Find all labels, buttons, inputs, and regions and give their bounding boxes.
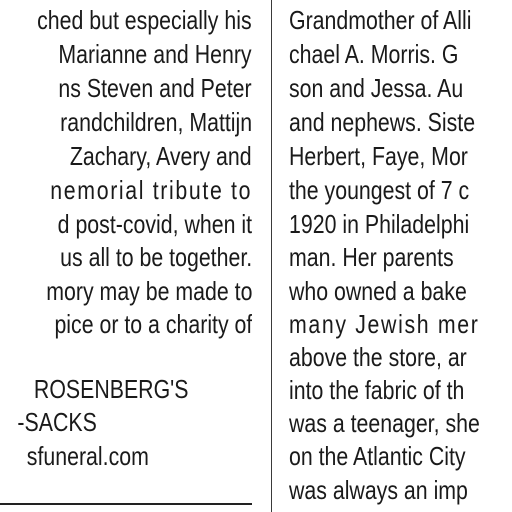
text-line: above the store, ar [289,342,467,372]
text-line: Marianne and Henry [58,39,252,69]
funeral-home-name: ROSENBERG'S [33,374,189,404]
text-line: us all to be together. [59,242,252,272]
text-line: randchildren, Mattijn [60,107,252,137]
text-line: Grandmother of Alli [289,5,472,35]
text-line: was always an imp [289,475,468,505]
text-line: the youngest of 7 c [289,175,470,205]
text-line: and nephews. Siste [289,107,476,137]
text-line: many Jewish mer [289,309,480,339]
left-column [0,0,252,512]
text-line: son and Jessa. Au [289,73,464,103]
column-divider [271,0,272,512]
text-line: d post-covid, when it [57,209,252,239]
text-line: on the Atlantic City [289,441,466,471]
text-line: into the fabric of th [289,375,465,405]
text-line: pice or to a charity of [54,309,252,339]
text-line: nemorial tribute to [50,175,252,205]
right-column [289,0,512,512]
text-line: Herbert, Faye, Mor [289,141,468,171]
text-line: ched but especially his [37,5,252,35]
text-line: who owned a bake [289,276,467,306]
text-line: man. Her parents [289,242,454,272]
text-line: 1920 in Philadelphi [289,209,470,239]
text-line: mory may be made to [45,276,252,306]
section-rule [0,503,252,505]
funeral-home-name-suffix: -SACKS [17,407,97,437]
text-line: ns Steven and Peter [58,73,252,103]
text-line: chael A. Morris. G [289,39,459,69]
text-line: Zachary, Avery and [70,141,252,171]
text-line: was a teenager, she [289,408,480,438]
funeral-home-website: sfuneral.com [26,441,149,471]
